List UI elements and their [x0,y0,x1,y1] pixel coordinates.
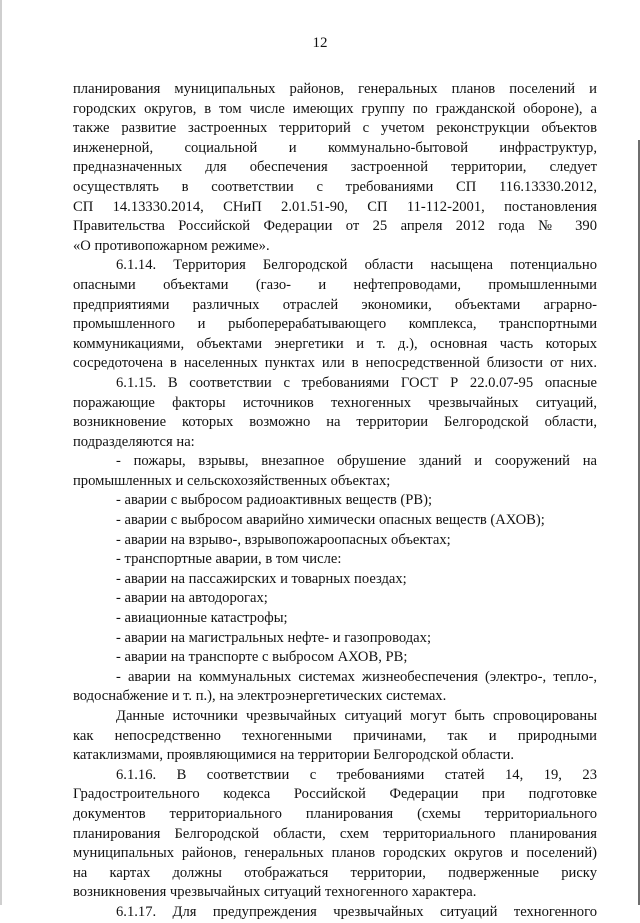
text-line: также развитие застроенных территорий с учетом реконструкции объектов [73,120,597,137]
text-line: поражающие факторы источников техногенных чрезвычайных ситуаций, [73,394,597,411]
text-line: планирования Белгородской области, схем территориального планирования [73,825,597,842]
text-line: - аварии на коммунальных системах жизнеобеспечения (электро-, тепло-, [116,668,597,685]
text-line: документов территориального планирования (схемы территориального [73,805,597,822]
text-line: 6.1.14. Территория Белгородской области насыщена потенциально [116,257,597,274]
text-line: промышленного и рыбоперерабатывающего комплекса, транспортными [73,316,597,333]
text-line: предприятиями различных отраслей экономики, объектами аграрно- [73,296,597,313]
text-line: Правительства Российской Федерации от 25 апреля 2012 года № 390 [73,218,597,235]
text-line: планирования муниципальных районов, генеральных планов поселений и [73,81,597,97]
text-line: возникновение которых возможно на территории Белгородской области, [73,414,597,431]
text-line: подразделяются на: [73,433,195,450]
text-line: - аварии на транспорте с выбросом АХОВ, РВ; [116,649,408,666]
text-line: промышленных и сельскохозяйственных объектах; [73,472,391,489]
text-line: возникновения чрезвычайных ситуаций техногенного характера. [73,884,477,901]
text-line: Данные источники чрезвычайных ситуаций могут быть спровоцированы [116,708,597,724]
text-line: 6.1.16. В соответствии с требованиями статей 14, 19, 23 [116,766,597,783]
text-line: предназначенных для обеспечения застроенной территории, следует [73,159,597,176]
page-number: 12 [312,35,328,51]
text-line: СП 14.13330.2014, СНиП 2.01.51-90, СП 11-112-2001, постановления [73,198,597,215]
text-line: осуществлять в соответствии с требованиями СП 116.13330.2012, [73,178,597,195]
text-line: - аварии на магистральных нефте- и газопроводах; [116,629,432,646]
text-line: - аварии на взрыво-, взрывопожароопасных объектах; [116,531,451,548]
text-line: - авиационные катастрофы; [116,610,288,627]
text-line: муниципальных районов, генеральных планов городских округов и поселений) [73,845,597,862]
text-line: - аварии на автодорогах; [116,590,268,607]
scan-left-edge [0,0,2,905]
text-line: коммуникациями, объектами энергетики и т. д.), основная часть которых [73,335,597,352]
text-line: - пожары, взрывы, внезапное обрушение зданий и сооружений на [116,453,597,470]
text-line: 6.1.17. Для предупреждения чрезвычайных ситуаций техногенного [116,903,597,920]
text-line: катаклизмами, проявляющимися на территории Белгородской области. [73,747,514,764]
document-body [73,80,597,923]
text-line: опасными объектами (газо- и нефтепроводами, промышленными [73,276,597,293]
text-line: сосредоточена в населенных пунктах или в непосредственной близости от них. [73,355,597,372]
text-line: «О противопожарном режиме». [73,237,270,254]
text-line: - аварии на пассажирских и товарных поездах; [116,570,407,587]
text-line: городских округов, в том числе имеющих группу по гражданской обороне), а [73,100,597,117]
text-line: Градостроительного кодекса Российской Федерации при подготовке [73,786,597,803]
text-line: - аварии с выбросом радиоактивных веществ (РВ); [116,492,433,509]
text-line: - аварии с выбросом аварийно химически опасных веществ (АХОВ); [116,512,545,529]
text-line: как непосредственно техногенными причинами, так и природными [73,727,597,744]
text-line: на картах должны отображаться территории, подверженные риску [73,864,597,881]
text-line: - транспортные аварии, в том числе: [116,551,342,568]
text-line: водоснабжение и т. п.), на электроэнергетических системах. [73,688,447,705]
text-line: 6.1.15. В соответствии с требованиями ГОСТ Р 22.0.07-95 опасные [116,374,597,391]
text-line: инженерной, социальной и коммунально-бытовой инфраструктур, [73,139,597,156]
